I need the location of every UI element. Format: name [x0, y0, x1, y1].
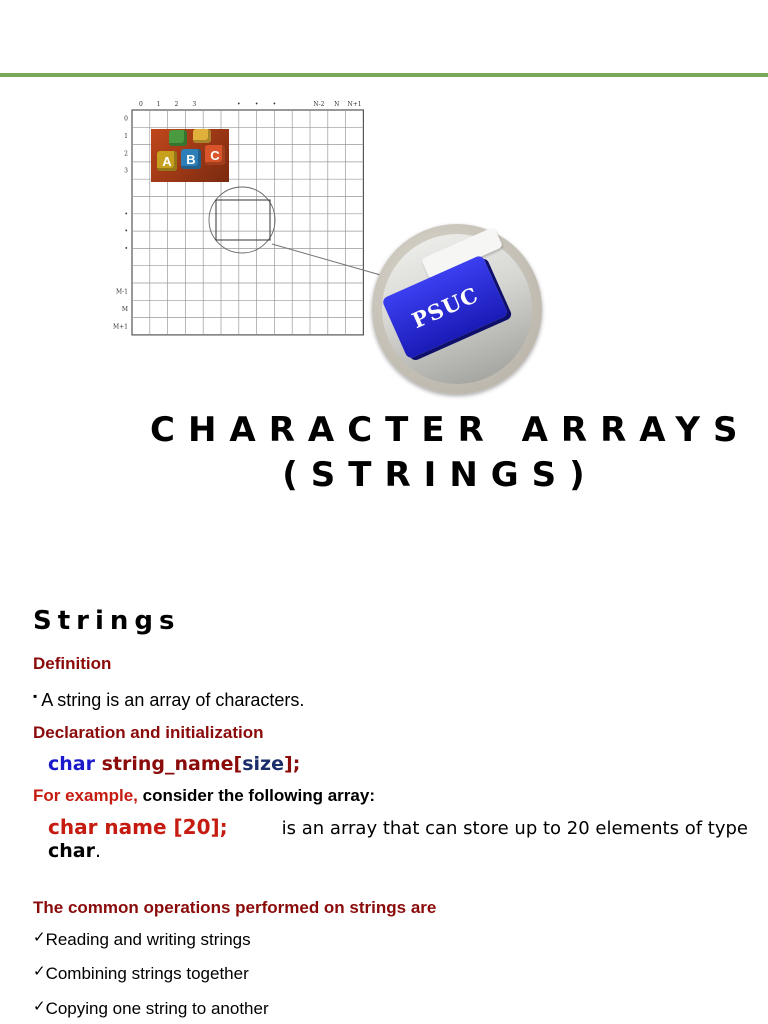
example-code: char name [20]; — [48, 815, 228, 839]
grid-col-label: 1 — [156, 101, 161, 108]
operation-text: Combining strings together — [45, 964, 249, 983]
operation-item — [33, 930, 251, 950]
section-heading: Strings — [33, 606, 181, 636]
grid-col-label: • — [254, 101, 259, 108]
grid-row-label: M+1 — [113, 323, 128, 331]
block-top — [169, 130, 187, 146]
example-label — [33, 786, 375, 806]
grid-row-label: 2 — [124, 150, 128, 158]
check-icon: ✓ — [33, 928, 46, 946]
example-label-prefix: For example, — [33, 786, 138, 805]
block-b: B — [181, 149, 201, 169]
block-a: A — [157, 151, 177, 171]
grid-col-label: 0 — [138, 101, 143, 108]
grid-row-label: 1 — [124, 132, 128, 140]
grid-row-label: M-1 — [116, 288, 128, 296]
grid-row-label: • — [124, 210, 128, 218]
code-size: size — [242, 753, 285, 775]
example-type: char — [48, 840, 95, 862]
definition-label: Definition — [33, 654, 112, 673]
abc-blocks-image — [151, 129, 229, 182]
declaration-label: Declaration and initialization — [33, 723, 264, 742]
header-rule — [0, 73, 768, 77]
grid-row-label: • — [124, 228, 128, 236]
grid-row-label: 3 — [124, 167, 128, 175]
grid-col-label: N — [334, 101, 340, 108]
psuc-key-label: PSUC — [407, 281, 483, 333]
check-icon: ✓ — [33, 962, 46, 980]
grid-figure — [108, 96, 362, 336]
operation-text: Reading and writing strings — [45, 930, 251, 949]
operation-text: Copying one string to another — [45, 999, 269, 1018]
block-c: C — [205, 145, 225, 165]
square-bullet-icon: ▪ — [33, 689, 38, 703]
grid-row-label: • — [124, 245, 128, 253]
grid-col-label: 2 — [174, 101, 179, 108]
check-icon: ✓ — [33, 997, 46, 1015]
example-label-rest: consider the following array: — [142, 786, 375, 805]
psuc-key — [381, 254, 508, 359]
grid-col-label: 3 — [192, 101, 197, 108]
grid-col-label: N+1 — [347, 101, 362, 108]
operations-label: The common operations performed on strings are — [33, 898, 437, 917]
grid-col-label: • — [272, 101, 277, 108]
grid-col-label: N-2 — [313, 101, 325, 108]
grid-row-label: M — [121, 305, 128, 313]
grid-col-label: • — [237, 101, 241, 108]
operation-item — [33, 999, 269, 1019]
declaration-code — [48, 753, 300, 775]
code-close: ]; — [284, 753, 301, 775]
page-title-line2: (STRINGS) — [282, 455, 598, 495]
keyboard-key-photo — [382, 234, 532, 384]
code-keyword: char — [48, 753, 95, 775]
operation-item — [33, 964, 249, 984]
example-text: is an array that can store up to 20 elements of type — [281, 818, 748, 839]
example-period: . — [94, 840, 102, 862]
definition-bullet — [33, 690, 304, 711]
definition-text: A string is an array of characters. — [41, 690, 305, 710]
grid-row-label: 0 — [124, 115, 128, 123]
code-open-bracket: [ — [233, 753, 243, 775]
code-name: string_name — [101, 753, 234, 775]
example-paragraph — [48, 815, 748, 862]
block-top-2 — [193, 129, 211, 143]
page-title-line1: CHARACTER ARRAYS — [150, 410, 751, 450]
